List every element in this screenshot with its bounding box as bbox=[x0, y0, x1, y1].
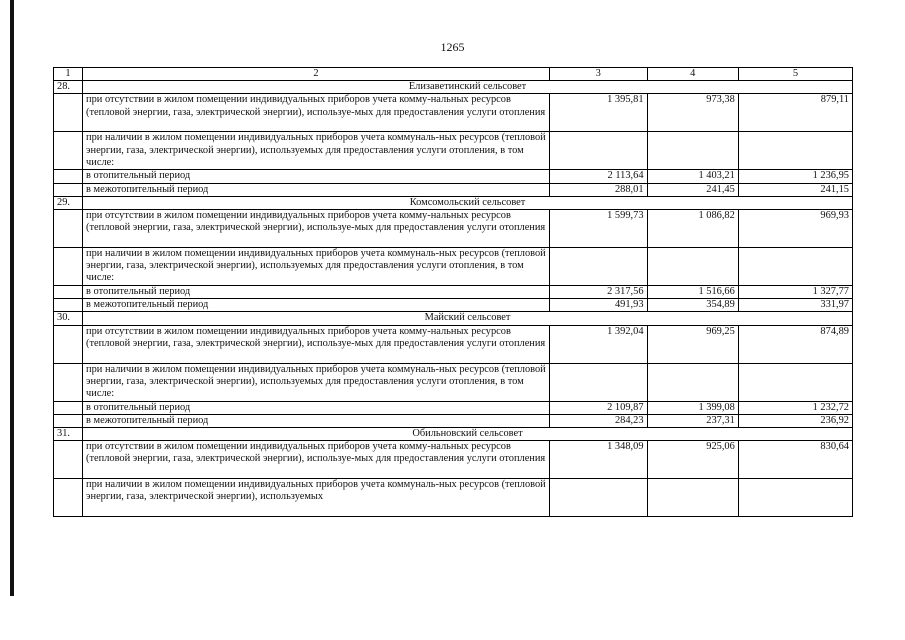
row-number-cell bbox=[54, 299, 83, 312]
section-number: 28. bbox=[54, 81, 83, 94]
value-col-4 bbox=[647, 248, 738, 286]
section-number: 30. bbox=[54, 312, 83, 325]
value-col-3 bbox=[549, 479, 647, 517]
row-description: при наличии в жилом помещении индивидуальных приборов учета коммуналь-ных ресурсов (тепловой энергии, газа, электрической энергии), используемых для предоставления услуги отопления, в том числе: bbox=[83, 248, 550, 286]
row-description: при отсутствии в жилом помещении индивидуальных приборов учета комму-нальных ресурсов (тепловой энергии, газа, электрической энергии), используе-мых для предоставления услуги отопления bbox=[83, 325, 550, 363]
table-body bbox=[54, 68, 853, 517]
value-col-5: 830,64 bbox=[738, 441, 852, 479]
table-row bbox=[54, 414, 853, 427]
row-number-cell bbox=[54, 414, 83, 427]
section-row bbox=[54, 428, 853, 441]
value-col-4 bbox=[647, 363, 738, 401]
section-row bbox=[54, 81, 853, 94]
value-col-4: 969,25 bbox=[647, 325, 738, 363]
page-edge-bar bbox=[10, 0, 14, 596]
page-number: 1265 bbox=[440, 40, 465, 54]
value-col-5: 1 236,95 bbox=[738, 170, 852, 183]
value-col-5 bbox=[738, 248, 852, 286]
header-cell-2: 2 bbox=[83, 68, 550, 81]
header-cell-1: 1 bbox=[54, 68, 83, 81]
row-number-cell bbox=[54, 363, 83, 401]
section-title: Елизаветинский сельсовет bbox=[83, 81, 853, 94]
value-col-5: 1 232,72 bbox=[738, 401, 852, 414]
value-col-3: 284,23 bbox=[549, 414, 647, 427]
row-description: при наличии в жилом помещении индивидуальных приборов учета коммуналь-ных ресурсов (тепловой энергии, газа, электрической энергии), используемых для предоставления услуги отопления, в том числе: bbox=[83, 132, 550, 170]
value-col-5: 241,15 bbox=[738, 183, 852, 196]
section-title: Майский сельсовет bbox=[83, 312, 853, 325]
value-col-4: 925,06 bbox=[647, 441, 738, 479]
value-col-4: 241,45 bbox=[647, 183, 738, 196]
value-col-3: 2 113,64 bbox=[549, 170, 647, 183]
value-col-3: 288,01 bbox=[549, 183, 647, 196]
header-cell-5: 5 bbox=[738, 68, 852, 81]
value-col-3: 491,93 bbox=[549, 299, 647, 312]
row-number-cell bbox=[54, 479, 83, 517]
header-row bbox=[54, 68, 853, 81]
value-col-4: 973,38 bbox=[647, 94, 738, 132]
value-col-3: 2 317,56 bbox=[549, 286, 647, 299]
row-description: при отсутствии в жилом помещении индивидуальных приборов учета комму-нальных ресурсов (тепловой энергии, газа, электрической энергии), используе-мых для предоставления услуги отопления bbox=[83, 210, 550, 248]
value-col-4: 1 403,21 bbox=[647, 170, 738, 183]
section-row bbox=[54, 312, 853, 325]
row-description: при отсутствии в жилом помещении индивидуальных приборов учета комму-нальных ресурсов (тепловой энергии, газа, электрической энергии), используе-мых для предоставления услуги отопления bbox=[83, 94, 550, 132]
value-col-4: 237,31 bbox=[647, 414, 738, 427]
value-col-5: 331,97 bbox=[738, 299, 852, 312]
table-row bbox=[54, 401, 853, 414]
value-col-5: 969,93 bbox=[738, 210, 852, 248]
value-col-4: 1 086,82 bbox=[647, 210, 738, 248]
row-description: в межотопительный период bbox=[83, 299, 550, 312]
row-number-cell bbox=[54, 94, 83, 132]
tariff-table bbox=[53, 67, 853, 517]
value-col-5: 1 327,77 bbox=[738, 286, 852, 299]
value-col-3: 1 348,09 bbox=[549, 441, 647, 479]
value-col-3: 1 599,73 bbox=[549, 210, 647, 248]
row-number-cell bbox=[54, 183, 83, 196]
value-col-4: 1 516,66 bbox=[647, 286, 738, 299]
row-description: в межотопительный период bbox=[83, 414, 550, 427]
row-number-cell bbox=[54, 325, 83, 363]
table-row bbox=[54, 132, 853, 170]
section-number: 29. bbox=[54, 196, 83, 209]
table-row bbox=[54, 210, 853, 248]
row-number-cell bbox=[54, 248, 83, 286]
value-col-3: 1 392,04 bbox=[549, 325, 647, 363]
row-description: в отопительный период bbox=[83, 286, 550, 299]
header-cell-3: 3 bbox=[549, 68, 647, 81]
table-row bbox=[54, 94, 853, 132]
value-col-5: 879,11 bbox=[738, 94, 852, 132]
row-description: в отопительный период bbox=[83, 170, 550, 183]
value-col-5 bbox=[738, 132, 852, 170]
value-col-4: 354,89 bbox=[647, 299, 738, 312]
table-row bbox=[54, 286, 853, 299]
row-number-cell bbox=[54, 441, 83, 479]
row-number-cell bbox=[54, 210, 83, 248]
row-description: при наличии в жилом помещении индивидуальных приборов учета коммуналь-ных ресурсов (тепловой энергии, газа, электрической энергии), используемых для предоставления услуги отопления, в том числе: bbox=[83, 363, 550, 401]
section-title: Комсомольский сельсовет bbox=[83, 196, 853, 209]
row-number-cell bbox=[54, 132, 83, 170]
table-row bbox=[54, 325, 853, 363]
table-row bbox=[54, 248, 853, 286]
table-row bbox=[54, 183, 853, 196]
value-col-3 bbox=[549, 132, 647, 170]
row-description: в отопительный период bbox=[83, 401, 550, 414]
value-col-5 bbox=[738, 479, 852, 517]
table-row bbox=[54, 441, 853, 479]
section-row bbox=[54, 196, 853, 209]
value-col-3 bbox=[549, 248, 647, 286]
value-col-3: 2 109,87 bbox=[549, 401, 647, 414]
row-description: при наличии в жилом помещении индивидуальных приборов учета коммуналь-ных ресурсов (тепловой энергии, газа, электрической энергии), используемых bbox=[83, 479, 550, 517]
row-description: при отсутствии в жилом помещении индивидуальных приборов учета комму-нальных ресурсов (тепловой энергии, газа, электрической энергии), используе-мых для предоставления услуги отопления bbox=[83, 441, 550, 479]
row-number-cell bbox=[54, 286, 83, 299]
row-description: в межотопительный период bbox=[83, 183, 550, 196]
table-row bbox=[54, 299, 853, 312]
section-number: 31. bbox=[54, 428, 83, 441]
value-col-4 bbox=[647, 479, 738, 517]
value-col-5: 874,89 bbox=[738, 325, 852, 363]
value-col-5: 236,92 bbox=[738, 414, 852, 427]
row-number-cell bbox=[54, 170, 83, 183]
value-col-4 bbox=[647, 132, 738, 170]
section-title: Обильновский сельсовет bbox=[83, 428, 853, 441]
value-col-3 bbox=[549, 363, 647, 401]
table-row bbox=[54, 479, 853, 517]
value-col-5 bbox=[738, 363, 852, 401]
row-number-cell bbox=[54, 401, 83, 414]
table-row bbox=[54, 170, 853, 183]
value-col-4: 1 399,08 bbox=[647, 401, 738, 414]
value-col-3: 1 395,81 bbox=[549, 94, 647, 132]
header-cell-4: 4 bbox=[647, 68, 738, 81]
table-row bbox=[54, 363, 853, 401]
